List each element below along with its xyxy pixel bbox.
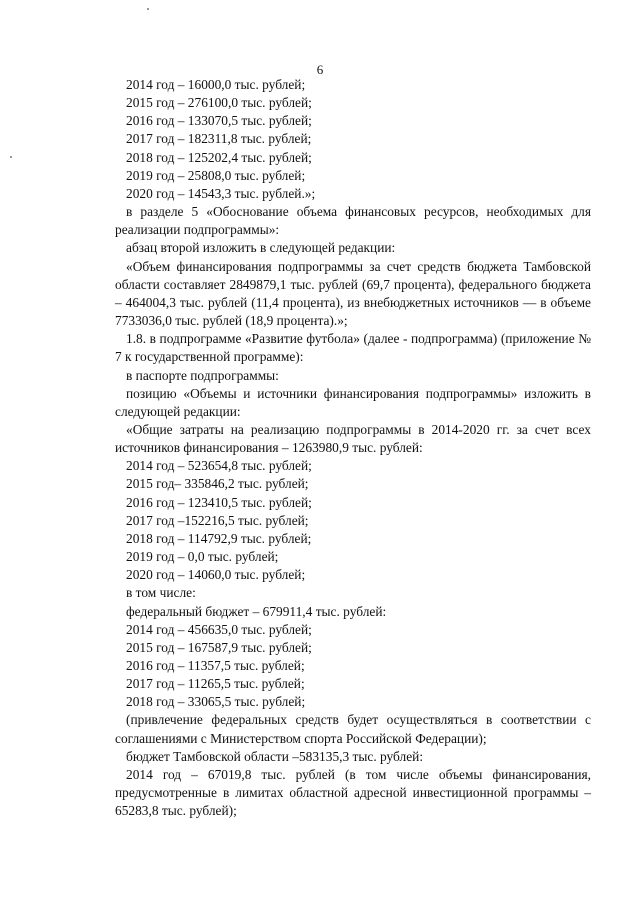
text-line: 2020 год – 14060,0 тыс. рублей; [126, 567, 306, 583]
text-line: 2018 год – 125202,4 тыс. рублей; [126, 149, 312, 165]
text-paragraph: (привлечение федеральных средств будет осуществляться в соответствии с соглашениями с Министерством спорта Российской Федерации); [115, 712, 591, 746]
text-line: 2015 год – 167587,9 тыс. рублей; [126, 639, 312, 655]
text-line: в паспорте подпрограммы: [126, 367, 279, 383]
text-line: 2016 год – 123410,5 тыс. рублей; [126, 494, 312, 510]
text-paragraph: 1.8. в подпрограмме «Развитие футбола» (далее - подпрограмма) (приложение № 7 к государственной программе): [115, 331, 591, 365]
document-body [115, 76, 591, 820]
text-line: 2015 год– 335846,2 тыс. рублей; [126, 476, 309, 492]
page-number: 6 [316, 62, 324, 77]
text-line: федеральный бюджет – 679911,4 тыс. рублей: [126, 603, 387, 619]
text-line: 2018 год – 33065,5 тыс. рублей; [126, 694, 306, 710]
text-line: 2017 год –152216,5 тыс. рублей; [126, 512, 309, 528]
text-paragraph: 2014 год – 67019,8 тыс. рублей (в том числе объемы финансирования, предусмотренные в лимитах областной адресной инвестиционной программы – 65283,8 тыс. рублей); [115, 766, 591, 819]
text-line: в том числе: [126, 585, 196, 601]
text-line: 2016 год – 133070,5 тыс. рублей; [126, 113, 312, 129]
text-line: 2018 год – 114792,9 тыс. рублей; [126, 530, 312, 546]
text-paragraph: позицию «Объемы и источники финансирования подпрограммы» изложить в следующей редакции: [115, 385, 591, 419]
scan-speck [147, 8, 149, 10]
text-line: абзац второй изложить в следующей редакции: [126, 240, 396, 256]
scan-speck [10, 156, 12, 158]
text-line: 2014 год – 16000,0 тыс. рублей; [126, 77, 306, 92]
text-line: 2015 год – 276100,0 тыс. рублей; [126, 95, 312, 111]
text-paragraph: в разделе 5 «Обоснование объема финансовых ресурсов, необходимых для реализации подпрограммы»: [115, 204, 591, 238]
text-line: бюджет Тамбовской области –583135,3 тыс. рублей: [126, 748, 424, 764]
text-line: 2020 год – 14543,3 тыс. рублей.»; [126, 185, 316, 201]
text-line: 2016 год – 11357,5 тыс. рублей; [126, 658, 305, 673]
text-line: 2019 год – 25808,0 тыс. рублей; [126, 167, 306, 183]
text-line: 2017 год – 182311,8 тыс. рублей; [126, 131, 312, 147]
text-line: 2014 год – 456635,0 тыс. рублей; [126, 621, 312, 637]
text-line: 2019 год – 0,0 тыс. рублей; [126, 549, 279, 565]
text-paragraph: «Объем финансирования подпрограммы за счет средств бюджета Тамбовской области составляет 2849879,1 тыс. рублей (69,7 процента), федерального бюджета – 464004,3 тыс. рублей (11,4 процента), из внебюджетных источников — в объеме 7733036,0 тыс. рублей (18,9 процента).»; [115, 258, 591, 329]
text-line: 2017 год – 11265,5 тыс. рублей; [126, 676, 305, 692]
text-paragraph: «Общие затраты на реализацию подпрограммы в 2014-2020 гг. за счет всех источников финансирования – 1263980,9 тыс. рублей: [115, 421, 591, 456]
text-line: 2014 год – 523654,8 тыс. рублей; [126, 458, 312, 474]
